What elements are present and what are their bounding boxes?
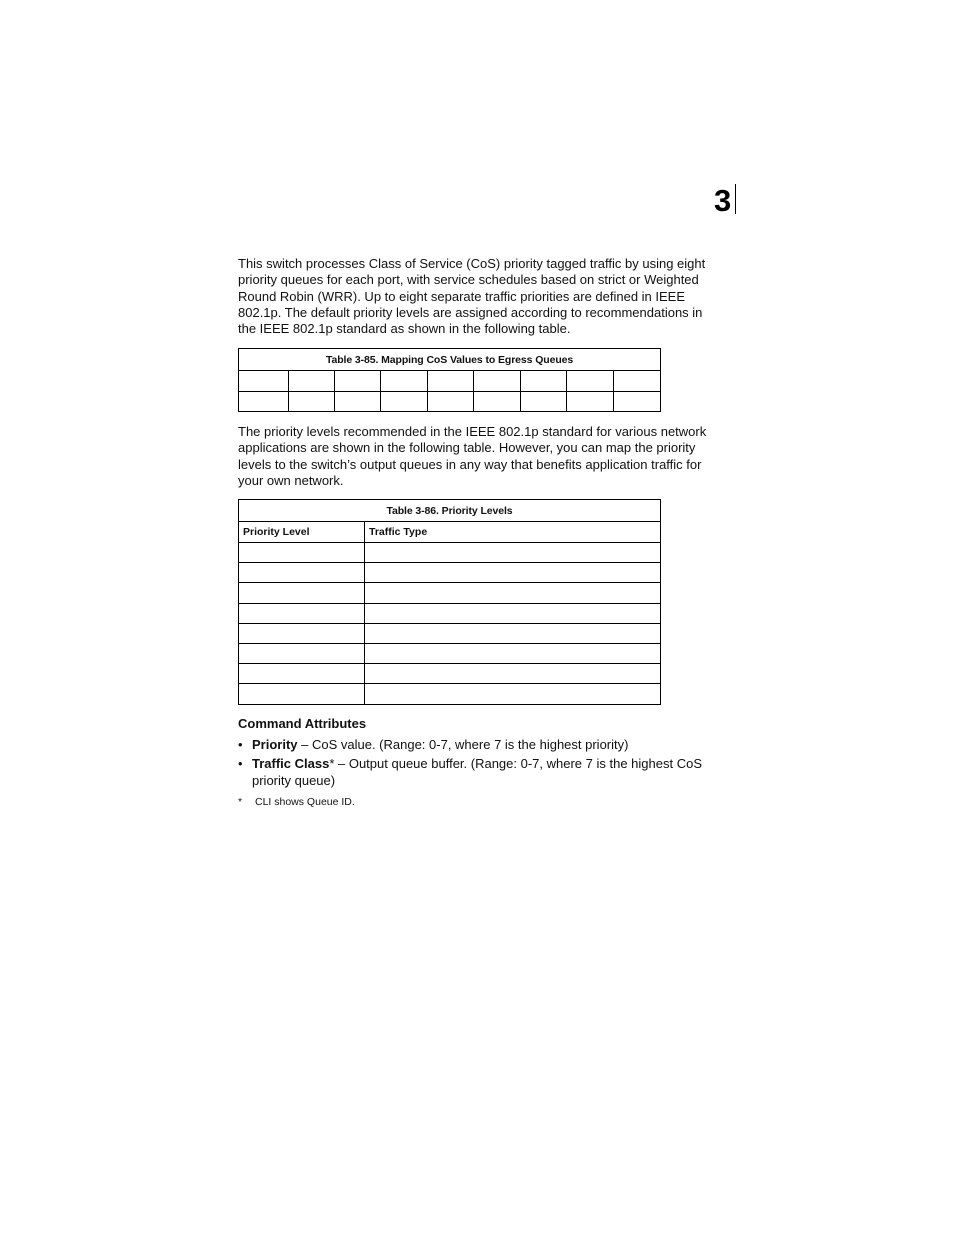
footnote bbox=[238, 796, 355, 809]
footnote-text: CLI shows Queue ID. bbox=[255, 796, 355, 808]
priority-levels-table bbox=[238, 499, 661, 705]
attribute-term: Traffic Class bbox=[252, 756, 330, 772]
table-cell bbox=[239, 643, 365, 663]
table-cell bbox=[289, 391, 335, 412]
table-row bbox=[239, 623, 661, 643]
table-cell bbox=[567, 371, 614, 392]
table-header-row bbox=[239, 522, 661, 543]
attribute-term: Priority bbox=[252, 737, 298, 752]
table-cell bbox=[335, 391, 381, 412]
table-cell bbox=[289, 371, 335, 392]
priority-levels-paragraph: The priority levels recommended in the IEEE 802.1p standard for various network applications are shown in the following table. However, you can map the priority levels to the switch’s output queues in any way that benefits application traffic for your own network. bbox=[238, 424, 707, 488]
table-cell bbox=[474, 391, 521, 412]
table-cell bbox=[567, 391, 614, 412]
table-row bbox=[239, 603, 661, 623]
table-cell bbox=[239, 391, 289, 412]
table-caption: Table 3-86. Priority Levels bbox=[239, 500, 661, 522]
table-cell bbox=[365, 664, 661, 684]
command-attributes-heading: Command Attributes bbox=[238, 716, 367, 731]
table-cell bbox=[239, 563, 365, 583]
footnote-mark: * bbox=[238, 796, 243, 808]
table-cell bbox=[239, 684, 365, 704]
table-cell bbox=[239, 371, 289, 392]
table-cell bbox=[239, 543, 365, 563]
table-row bbox=[239, 543, 661, 563]
table-row bbox=[239, 684, 661, 704]
table-cell bbox=[365, 583, 661, 603]
table-cell bbox=[365, 563, 661, 583]
table-cell bbox=[428, 371, 474, 392]
table-cell bbox=[365, 643, 661, 663]
list-item bbox=[238, 756, 720, 789]
table-cell bbox=[365, 603, 661, 623]
command-attributes-list bbox=[238, 737, 720, 792]
column-header-priority-level: Priority Level bbox=[239, 522, 365, 543]
table-cell bbox=[365, 543, 661, 563]
table-cell bbox=[239, 583, 365, 603]
table-cell bbox=[335, 371, 381, 392]
table-row bbox=[239, 391, 661, 412]
attribute-description: – Output queue buffer. (Range: 0-7, where 7 is the highest CoS priority queue) bbox=[252, 756, 702, 788]
table-cell bbox=[239, 623, 365, 643]
table-row bbox=[239, 563, 661, 583]
table-cell bbox=[365, 623, 661, 643]
chapter-number: 3 bbox=[714, 184, 736, 214]
table-row bbox=[239, 371, 661, 392]
table-cell bbox=[474, 371, 521, 392]
attribute-description: – CoS value. (Range: 0-7, where 7 is the highest priority) bbox=[297, 737, 629, 752]
table-row bbox=[239, 583, 661, 603]
table-cell bbox=[365, 684, 661, 704]
table-cell bbox=[521, 391, 567, 412]
table-cell bbox=[239, 664, 365, 684]
table-cell bbox=[381, 391, 428, 412]
cos-mapping-table bbox=[238, 348, 661, 412]
intro-paragraph: This switch processes Class of Service (CoS) priority tagged traffic by using eight priority queues for each port, with service schedules based on strict or Weighted Round Robin (WRR). Up to eight separate traffic priorities are defined in IEEE 802.1p. The default priority levels are assigned according to recommendations in the IEEE 802.1p standard as shown in the following table. bbox=[238, 256, 706, 337]
table-cell bbox=[381, 371, 428, 392]
column-header-traffic-type: Traffic Type bbox=[365, 522, 661, 543]
table-cell bbox=[239, 603, 365, 623]
attribute-term-suffix: * bbox=[329, 756, 335, 772]
table-cell bbox=[521, 371, 567, 392]
table-cell bbox=[614, 391, 661, 412]
list-item bbox=[238, 737, 720, 753]
table-row bbox=[239, 643, 661, 663]
bullet: • bbox=[238, 756, 243, 772]
table-caption: Table 3-85. Mapping CoS Values to Egress Queues bbox=[239, 349, 661, 371]
table-row bbox=[239, 664, 661, 684]
bullet: • bbox=[238, 737, 243, 752]
table-cell bbox=[614, 371, 661, 392]
table-cell bbox=[428, 391, 474, 412]
